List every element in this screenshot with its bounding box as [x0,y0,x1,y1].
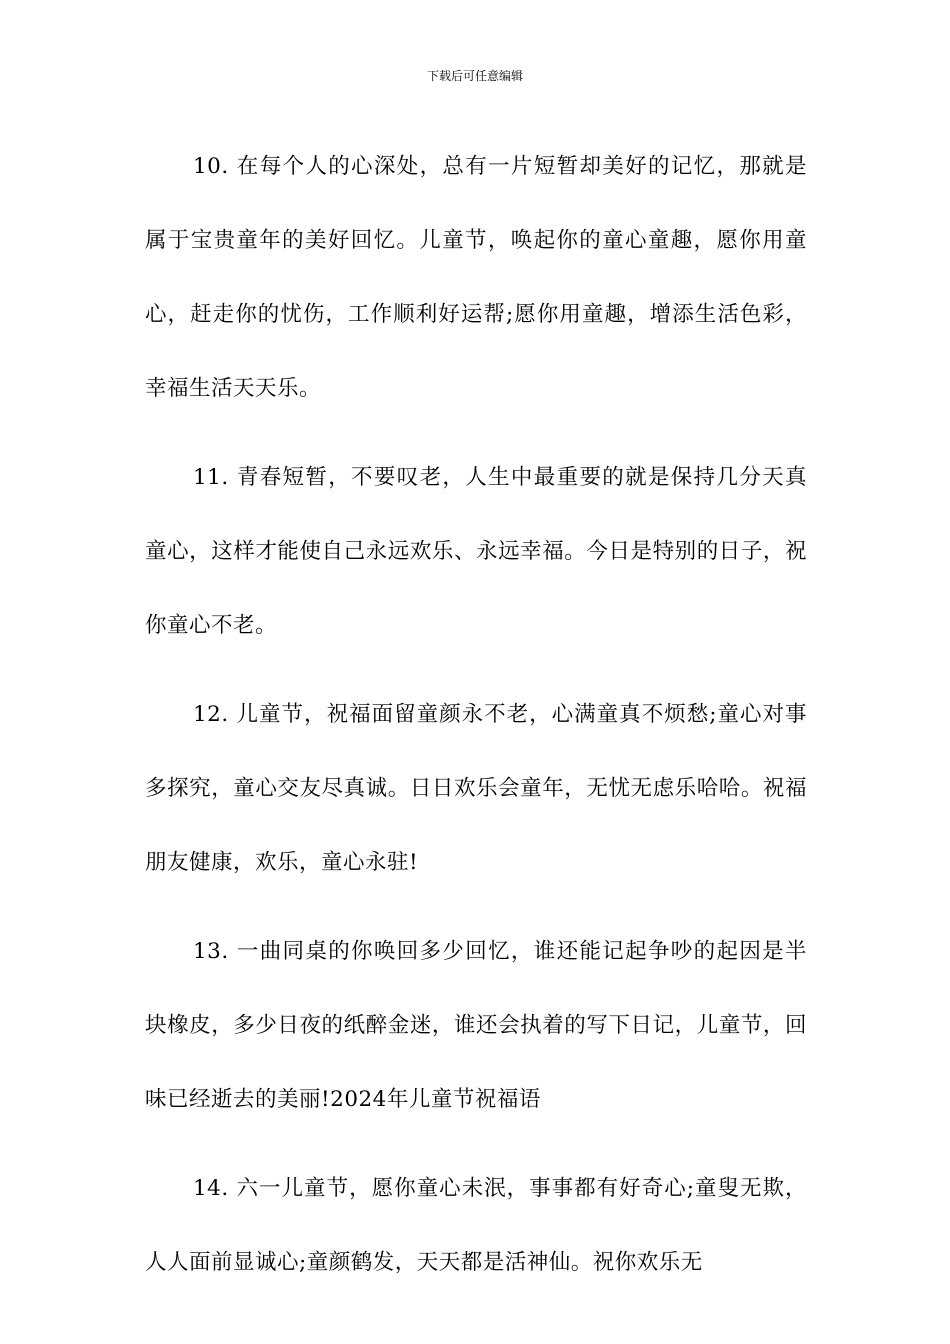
paragraph-11: 11. 青春短暂，不要叹老，人生中最重要的就是保持几分天真童心，这样才能使自己永远欢乐、永远幸福。今日是特别的日子，祝你童心不老。 [145,465,807,638]
paragraph-10: 10. 在每个人的心深处，总有一片短暂却美好的记忆，那就是属于宝贵童年的美好回忆。儿童节，唤起你的童心童趣，愿你用童心，赶走你的忧伤，工作顺利好运帮;愿你用童趣，增添生活色彩，幸福生活天天乐。 [145,154,807,401]
document-body [145,130,807,1315]
paragraph-12: 12. 儿童节，祝福面留童颜永不老，心满童真不烦愁;童心对事多探究，童心交友尽真诚。日日欢乐会童年，无忧无虑乐哈哈。祝福朋友健康，欢乐，童心永驻! [145,702,807,875]
page-header: 下载后可任意编辑 [426,69,523,83]
paragraph-14: 14. 六一儿童节，愿你童心未泯，事事都有好奇心;童叟无欺，人人面前显诚心;童颜鹤发，天天都是活神仙。祝你欢乐无 [145,1176,807,1275]
paragraph-13: 13. 一曲同桌的你唤回多少回忆，谁还能记起争吵的起因是半块橡皮，多少日夜的纸醉金迷，谁还会执着的写下日记，儿童节，回味已经逝去的美丽!2024年儿童节祝福语 [145,939,807,1112]
